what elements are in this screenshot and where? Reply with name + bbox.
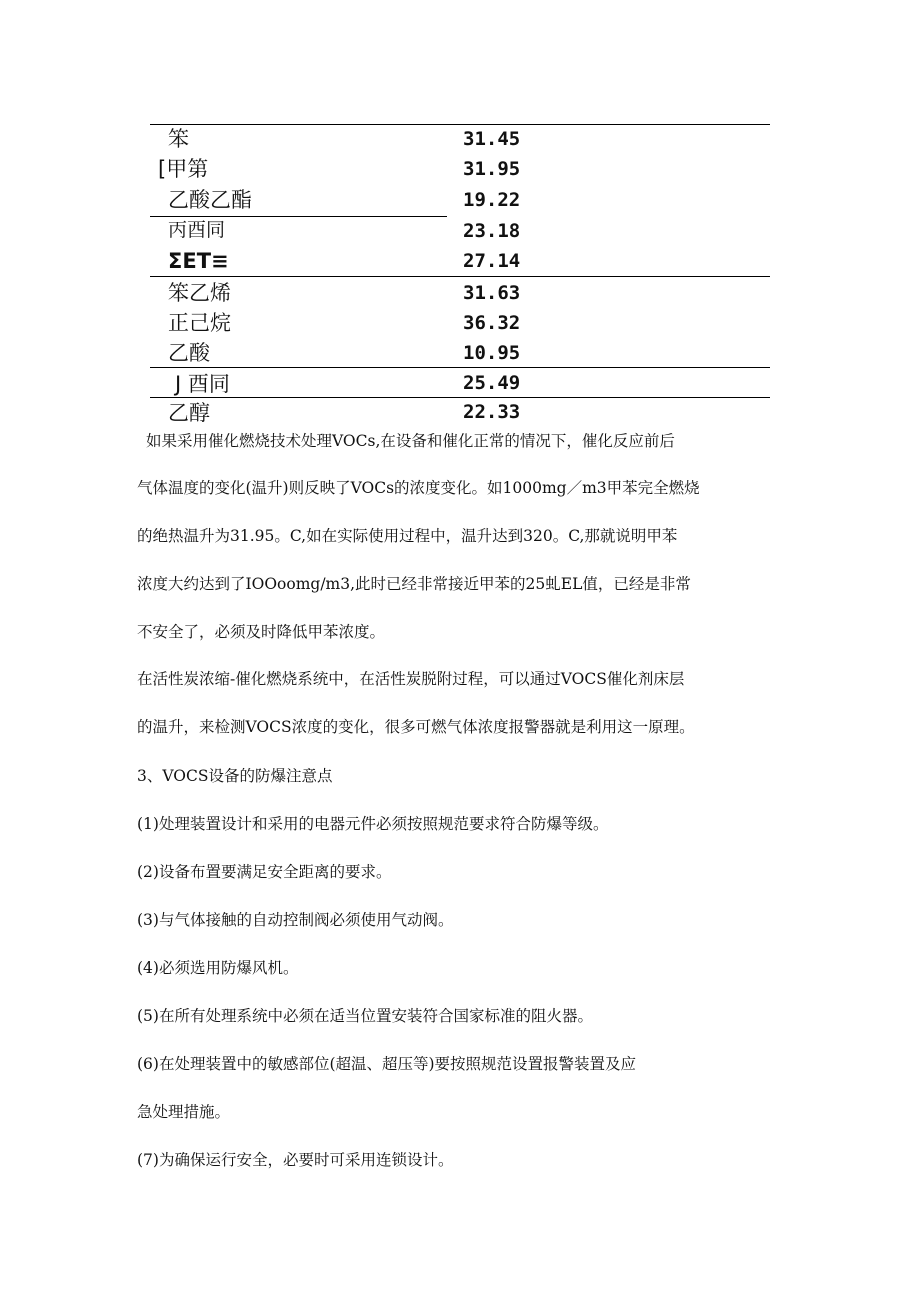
table-row-value: 25.49 <box>463 372 521 394</box>
table-row-name: 笨 <box>168 127 189 151</box>
paragraph-line: 浓度大约达到了IOOoomg/m3,此时已经非常接近甲苯的25虬EL值，已经是非常 <box>137 575 691 593</box>
paragraph-line: (3)与气体接触的自动控制阀必须使用气动阀。 <box>137 911 454 929</box>
table-row-name: 乙醇 <box>168 401 210 425</box>
table-row-name: 笨乙烯 <box>168 281 231 305</box>
paragraph-line: (2)设备布置要满足安全距离的要求。 <box>137 863 392 881</box>
paragraph-line: 不安全了，必须及时降低甲苯浓度。 <box>137 623 386 641</box>
table-row-name: J 酉同 <box>175 372 230 396</box>
table-row-value: 31.63 <box>463 282 521 304</box>
table-row-value: 27.14 <box>463 250 521 272</box>
paragraph-line: (6)在处理装置中的敏感部位(超温、超压等)要按照规范设置报警装置及应 <box>137 1055 637 1073</box>
paragraph-line: 的绝热温升为31.95。C,如在实际使用过程中，温升达到320。C,那就说明甲苯 <box>137 527 678 545</box>
table-row-value: 10.95 <box>463 342 521 364</box>
paragraph-line: 气体温度的变化(温升)则反映了VOCs的浓度变化。如1000mg／m3甲苯完全燃烧 <box>137 479 700 497</box>
table-row-value: 31.95 <box>463 158 521 180</box>
paragraph-line: (4)必须选用防爆风机。 <box>137 959 299 977</box>
table-row-name: 乙酸乙酯 <box>168 188 252 212</box>
paragraph-line: 急处理措施。 <box>137 1103 231 1121</box>
table-rule-middle <box>150 276 770 277</box>
table-row-name: 丙酉同 <box>168 219 226 241</box>
section-heading: 3、VOCS设备的防爆注意点 <box>137 767 333 785</box>
paragraph-line: 如果采用催化燃烧技术处理VOCs,在设备和催化正常的情况下，催化反应前后 <box>146 432 675 450</box>
paragraph-line: (7)为确保运行安全，必要时可采用连锁设计。 <box>137 1151 454 1169</box>
table-row-value: 19.22 <box>463 189 521 211</box>
table-row-name: ΣET≡ <box>168 249 229 273</box>
paragraph-line: (5)在所有处理系统中必须在适当位置安装符合国家标准的阻火器。 <box>137 1007 593 1025</box>
table-row-name: 乙酸 <box>168 341 210 365</box>
table-row-name: 正己烷 <box>168 311 231 335</box>
paragraph-line: 的温升，来检测VOCS浓度的变化，很多可燃气体浓度报警器就是利用这一原理。 <box>137 718 695 736</box>
table-rule-partial <box>150 216 447 217</box>
table-rule-bottom <box>150 397 770 398</box>
table-row-name: [甲第 <box>158 157 209 181</box>
table-row-value: 31.45 <box>463 128 521 150</box>
table-row-value: 22.33 <box>463 401 521 423</box>
table-rule-top <box>150 124 770 125</box>
paragraph-line: 在活性炭浓缩-催化燃烧系统中，在活性炭脱附过程，可以通过VOCS催化剂床层 <box>137 670 685 688</box>
table-row-value: 23.18 <box>463 220 521 242</box>
table-rule-lower <box>150 367 770 368</box>
table-row-value: 36.32 <box>463 312 521 334</box>
paragraph-line: (1)处理装置设计和采用的电器元件必须按照规范要求符合防爆等级。 <box>137 815 609 833</box>
